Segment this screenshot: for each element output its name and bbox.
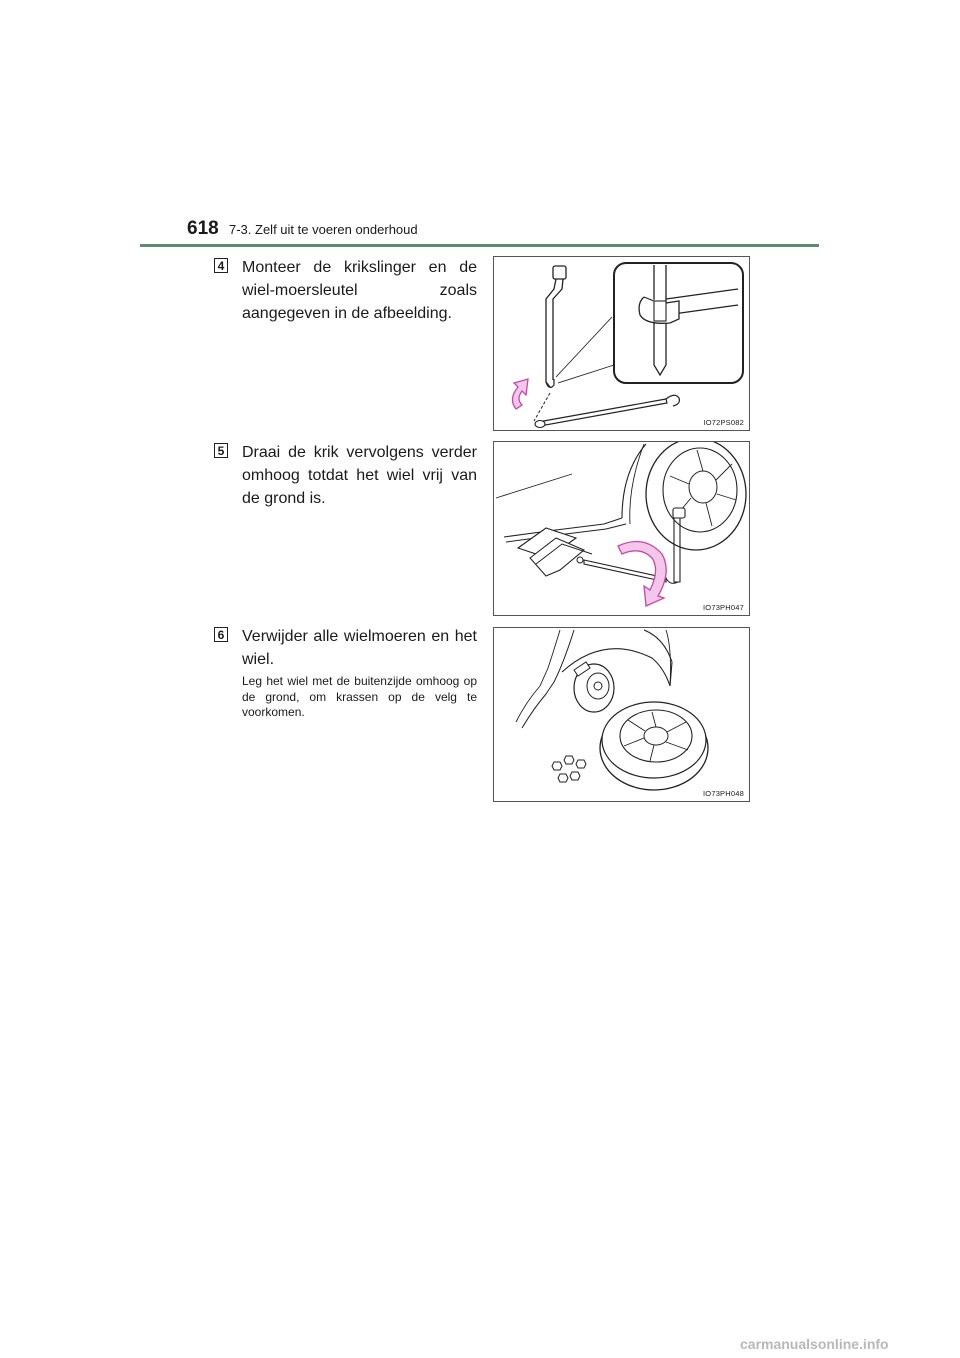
step-6-note: Leg het wiel met de buitenzijde omhoog op de grond, om krassen op de velg te voorkomen. <box>242 674 477 719</box>
step-number-4: 4 <box>214 258 228 273</box>
figure-raise-jack <box>493 441 750 616</box>
watermark: carmanualsonline.info <box>740 1336 889 1352</box>
raise-jack-illustration <box>494 442 750 616</box>
jack-handle-illustration <box>494 257 750 431</box>
wheel-nuts-icon <box>552 756 586 782</box>
figure-code: IO73PH047 <box>703 603 744 612</box>
remove-wheel-illustration <box>494 628 750 802</box>
figure-code: IO72PS082 <box>703 418 744 427</box>
step-number-5: 5 <box>214 443 228 458</box>
step-4-text: Monteer de krikslinger en de wiel-moersleutel zoals aangegeven in de afbeelding. <box>242 259 477 322</box>
step-number-6: 6 <box>214 627 228 642</box>
header-divider <box>140 244 819 247</box>
page-number: 618 <box>187 218 219 239</box>
figure-code: IO73PH048 <box>703 789 744 798</box>
step-6-text: Verwijder alle wielmoeren en het wiel. <box>242 628 477 668</box>
figure-jack-handle-assembly <box>493 256 750 431</box>
figure-remove-wheel <box>493 627 750 802</box>
rotation-arrow-icon <box>512 379 528 409</box>
section-title: 7-3. Zelf uit te voeren onderhoud <box>229 222 418 237</box>
step-5-text: Draai de krik vervolgens verder omhoog totdat het wiel vrij van de grond is. <box>242 444 477 507</box>
